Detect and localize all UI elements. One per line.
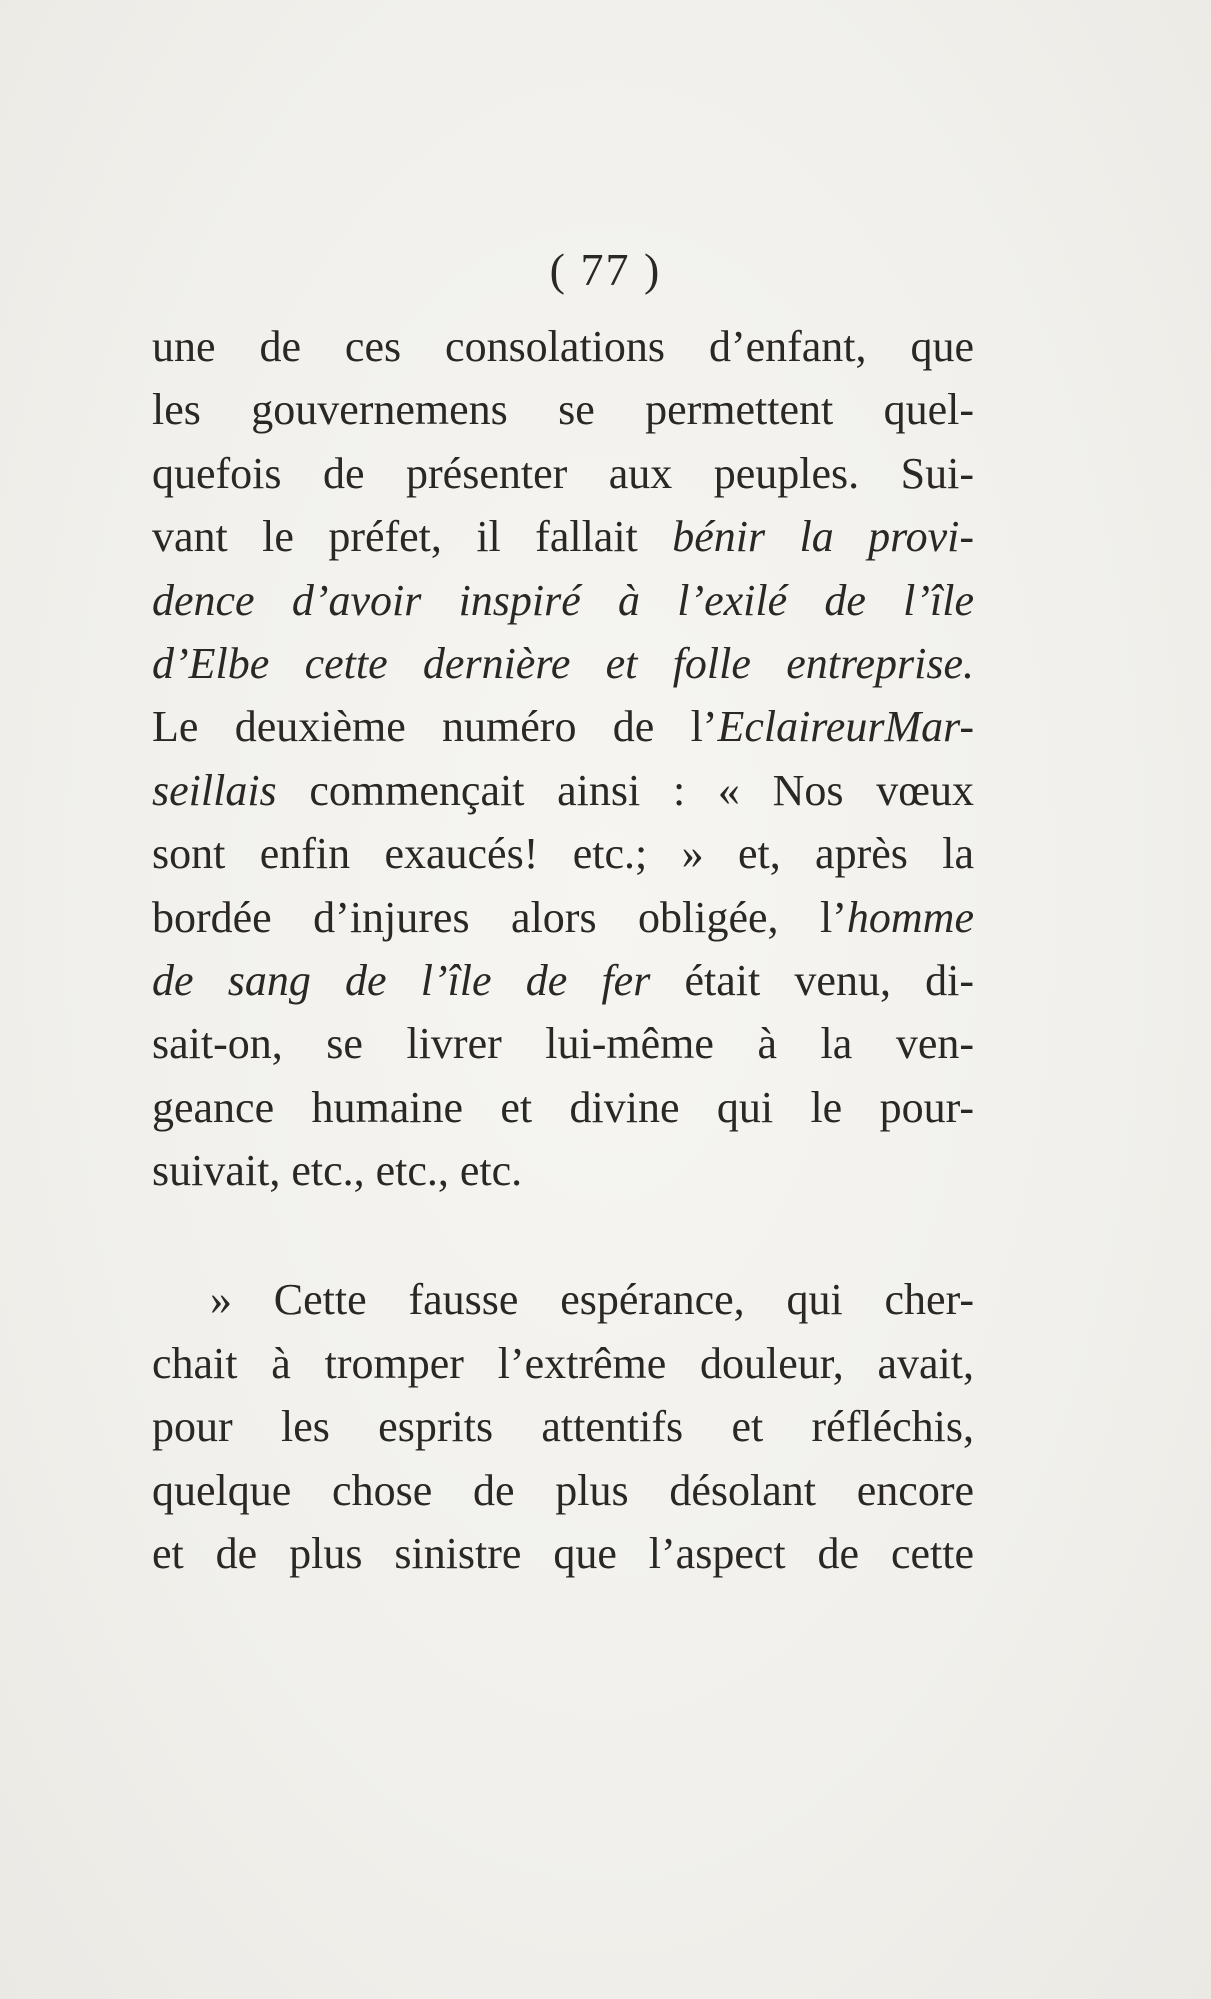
text-line xyxy=(152,505,974,568)
text-line: suivait, etc., etc., etc. xyxy=(152,1146,523,1196)
text-line xyxy=(152,886,974,949)
text-line: geance humaine et divine qui le pour- xyxy=(152,1082,974,1132)
body-text xyxy=(152,315,974,1585)
italic-run: EclaireurMar- xyxy=(717,702,974,752)
italic-run: seillais xyxy=(152,765,277,815)
text-run: Le deuxième numéro de l’ xyxy=(152,702,718,752)
italic-run: d’Elbe cette dernière et folle entreprise. xyxy=(152,638,974,688)
text-line: quelque chose de plus désolant encore xyxy=(152,1465,974,1515)
text-line xyxy=(152,949,974,1012)
text-line xyxy=(152,695,974,758)
text-line: sait-on, se livrer lui-même à la ven- xyxy=(152,1019,974,1069)
paragraph-2 xyxy=(152,1268,974,1585)
italic-run: de sang de l’île de fer xyxy=(152,955,651,1005)
text-line xyxy=(152,569,974,632)
text-line: quefois de présenter aux peuples. Sui- xyxy=(152,448,974,498)
text-line xyxy=(152,759,974,822)
text-line: » Cette fausse espérance, qui cher- xyxy=(210,1275,974,1325)
text-line xyxy=(152,632,974,695)
text-run: était venu, di- xyxy=(650,955,974,1005)
text-line: pour les esprits attentifs et réfléchis, xyxy=(152,1402,974,1452)
text-line: chait à tromper l’extrême douleur, avait, xyxy=(152,1338,974,1388)
italic-run: dence d’avoir inspiré à l’exilé de l’île xyxy=(152,575,974,625)
italic-run: bénir la provi- xyxy=(672,512,974,562)
italic-run: homme xyxy=(846,892,974,942)
text-line: une de ces consolations d’enfant, que xyxy=(152,322,974,371)
page-number: ( 77 ) xyxy=(549,244,662,295)
text-line: sont enfin exaucés! etc.; » et, après la xyxy=(152,829,974,879)
paragraph-gap xyxy=(152,1202,974,1268)
text-run: bordée d’injures alors obligée, l’ xyxy=(152,892,847,942)
text-run: commençait ainsi : « Nos vœux xyxy=(276,765,974,815)
text-run: vant le préfet, il fallait xyxy=(152,512,673,562)
text-line: les gouvernemens se permettent quel- xyxy=(152,385,974,435)
paragraph-1 xyxy=(152,315,974,1202)
text-line: et de plus sinistre que l’aspect de cette xyxy=(152,1529,974,1579)
